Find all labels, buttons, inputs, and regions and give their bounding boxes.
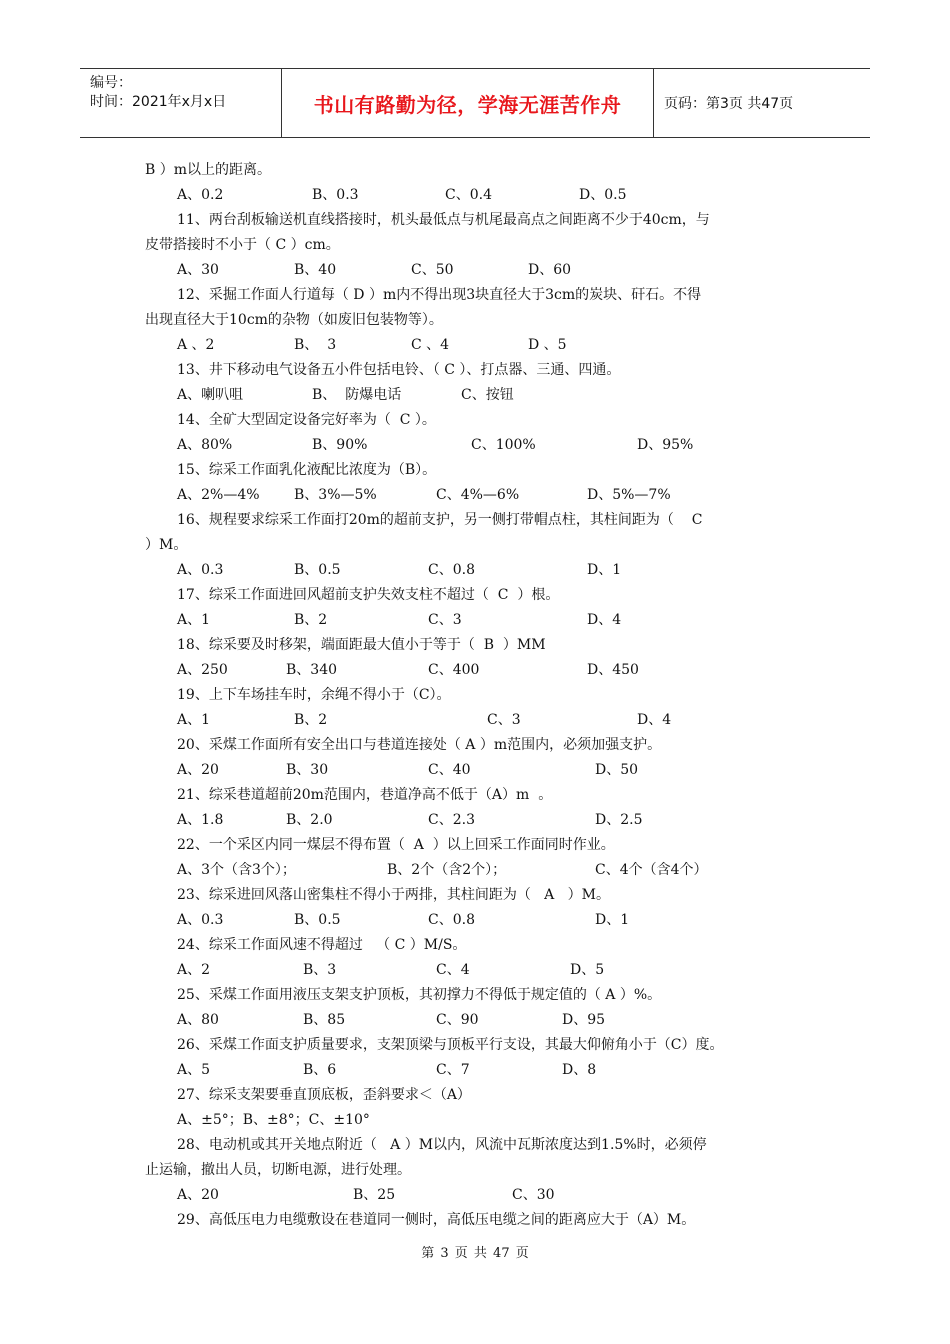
options-row	[145, 183, 810, 208]
option: B、6	[303, 1062, 337, 1078]
options-row	[145, 908, 810, 933]
option: A、20	[177, 1187, 219, 1203]
option: B、2个（含2个）；	[387, 862, 507, 878]
question-continuation: B ）m以上的距离。	[145, 162, 272, 178]
option: B、3	[303, 962, 337, 978]
header-meta	[80, 69, 282, 137]
option: A、30	[177, 262, 219, 278]
option: D、4	[587, 612, 622, 628]
option: A、250	[177, 662, 228, 678]
option: C、0.8	[428, 912, 475, 928]
option: C、4个（含4个）	[595, 862, 708, 878]
question-text: 29、高低压电力电缆敷设在巷道同一侧时，高低压电缆之间的距离应大于（A）M。	[177, 1212, 696, 1228]
option: C、0.8	[428, 562, 475, 578]
question-text: 27、综采支架要垂直顶底板，歪斜要求＜（A）	[177, 1087, 471, 1103]
option: B、30	[286, 762, 329, 778]
option: A、80%	[177, 437, 233, 453]
question-text: 13、井下移动电气设备五小件包括电铃、（ C ）、打点器、三通、四通。	[177, 362, 621, 378]
option: B、340	[286, 662, 338, 678]
option: B、40	[294, 262, 337, 278]
option: A、2	[177, 962, 211, 978]
question-text: 25、采煤工作面用液压支架支护顶板，其初撑力不得低于规定值的（ A ）%。	[177, 987, 662, 1003]
option: D 、5	[528, 337, 567, 353]
question-text: 22、一个采区内同一煤层不得布置（ A ）以上回采工作面同时作业。	[177, 837, 615, 853]
option: A、1	[177, 612, 211, 628]
option: D、2.5	[595, 812, 643, 828]
question-text: 14、全矿大型固定设备完好率为（ C ）。	[177, 412, 436, 428]
options-row	[145, 708, 810, 733]
option: C、100%	[471, 437, 536, 453]
options-row	[145, 858, 810, 883]
option: C、3	[487, 712, 521, 728]
option: A、0.3	[177, 562, 224, 578]
option: B、 防爆电话	[312, 387, 402, 403]
option: C、90	[436, 1012, 479, 1028]
question-text: 26、采煤工作面支护质量要求，支架顶梁与顶板平行支设，其最大仰俯角小于（C）度。	[177, 1037, 724, 1053]
option: D、0.5	[579, 187, 627, 203]
options-row	[145, 658, 810, 683]
option: D、5	[570, 962, 605, 978]
option: B、0.5	[294, 562, 341, 578]
option: A、±5°；B、±8°；C、±10°	[177, 1112, 370, 1128]
option: A、1.8	[177, 812, 224, 828]
option: D、5%—7%	[587, 487, 671, 503]
question-text: 20、采煤工作面所有安全出口与巷道连接处（ A ）m范围内，必须加强支护。	[177, 737, 662, 753]
question-continuation: 止运输，撤出人员，切断电源，进行处理。	[145, 1162, 411, 1178]
options-row	[145, 1183, 810, 1208]
question-text: 17、综采工作面进回风超前支护失效支柱不超过（ C ）根。	[177, 587, 560, 603]
header-motto: 书山有路勤为径，学海无涯苦作舟	[282, 69, 654, 137]
option: B、2.0	[286, 812, 333, 828]
option: C、400	[428, 662, 480, 678]
options-row	[145, 558, 810, 583]
option: C、4%—6%	[436, 487, 520, 503]
option: A、喇叭咀	[177, 387, 244, 403]
option: A、2%—4%	[177, 487, 260, 503]
options-row	[145, 483, 810, 508]
option: C、40	[428, 762, 471, 778]
option: B、2	[294, 612, 328, 628]
option: A、80	[177, 1012, 219, 1028]
question-text: 23、综采进回风落山密集柱不得小于两排，其柱间距为（ A ）M。	[177, 887, 610, 903]
options-row	[145, 808, 810, 833]
option: A、5	[177, 1062, 211, 1078]
document-body	[145, 158, 810, 1233]
question-continuation: 皮带搭接时不小于（ C ）cm。	[145, 237, 340, 253]
option: B、 3	[294, 337, 337, 353]
option: A、20	[177, 762, 219, 778]
option: D、95%	[637, 437, 694, 453]
code-label: 编号：	[90, 75, 132, 91]
option: D、95	[562, 1012, 606, 1028]
option: D、8	[562, 1062, 597, 1078]
option: C、4	[436, 962, 470, 978]
options-row	[145, 258, 810, 283]
question-continuation: 出现直径大于10cm的杂物（如废旧包装物等）。	[145, 312, 443, 328]
option: B、90%	[312, 437, 368, 453]
options-row	[145, 1008, 810, 1033]
option: C、按钮	[461, 387, 514, 403]
option: B、85	[303, 1012, 346, 1028]
option: D、1	[595, 912, 630, 928]
option: B、0.3	[312, 187, 359, 203]
question-text: 24、综采工作面风速不得超过 （ C ）M/S。	[177, 937, 467, 953]
date-label: 时间：2021年x月x日	[90, 94, 227, 110]
options-row	[145, 958, 810, 983]
options-row	[145, 1108, 810, 1133]
header-page-info: 页码：第3页 共47页	[664, 96, 794, 112]
option: B、3%—5%	[294, 487, 377, 503]
question-text: 11、两台刮板输送机直线搭接时，机头最低点与机尾最高点之间距离不少于40cm，与	[177, 212, 710, 228]
option: C、30	[512, 1187, 555, 1203]
question-text: 21、综采巷道超前20m范围内，巷道净高不低于（A）m 。	[177, 787, 553, 803]
option: C、7	[436, 1062, 470, 1078]
option: D、50	[595, 762, 639, 778]
options-row	[145, 1058, 810, 1083]
option: A 、2	[177, 337, 215, 353]
page-footer: 第 3 页 共 47 页	[421, 1246, 529, 1261]
option: A、3个（含3个）；	[177, 862, 296, 878]
option: B、25	[353, 1187, 396, 1203]
options-row	[145, 608, 810, 633]
option: C 、4	[411, 337, 450, 353]
option: D、60	[528, 262, 572, 278]
option: B、0.5	[294, 912, 341, 928]
question-text: 18、综采要及时移架，端面距最大值小于等于（ B ）MM	[177, 637, 546, 653]
option: B、2	[294, 712, 328, 728]
option: D、4	[637, 712, 672, 728]
option: C、50	[411, 262, 454, 278]
option: A、1	[177, 712, 211, 728]
option: C、3	[428, 612, 462, 628]
options-row	[145, 383, 810, 408]
options-row	[145, 333, 810, 358]
question-text: 28、电动机或其开关地点附近（ A ）M以内，风流中瓦斯浓度达到1.5%时，必须停	[177, 1137, 707, 1153]
options-row	[145, 758, 810, 783]
option: A、0.3	[177, 912, 224, 928]
option: A、0.2	[177, 187, 224, 203]
question-text: 16、规程要求综采工作面打20m的超前支护，另一侧打带帽点柱，其柱间距为（ C	[177, 512, 703, 528]
question-text: 15、综采工作面乳化液配比浓度为（B）。	[177, 462, 437, 478]
question-text: 12、采掘工作面人行道每（ D ）m内不得出现3块直径大于3cm的炭块、矸石。不得	[177, 287, 702, 303]
options-row	[145, 433, 810, 458]
page-header	[80, 68, 870, 138]
option: C、0.4	[445, 187, 492, 203]
option: C、2.3	[428, 812, 475, 828]
question-continuation: ）M。	[145, 537, 188, 553]
option: D、1	[587, 562, 622, 578]
option: D、450	[587, 662, 639, 678]
question-text: 19、上下车场挂车时，余绳不得小于（C）。	[177, 687, 451, 703]
